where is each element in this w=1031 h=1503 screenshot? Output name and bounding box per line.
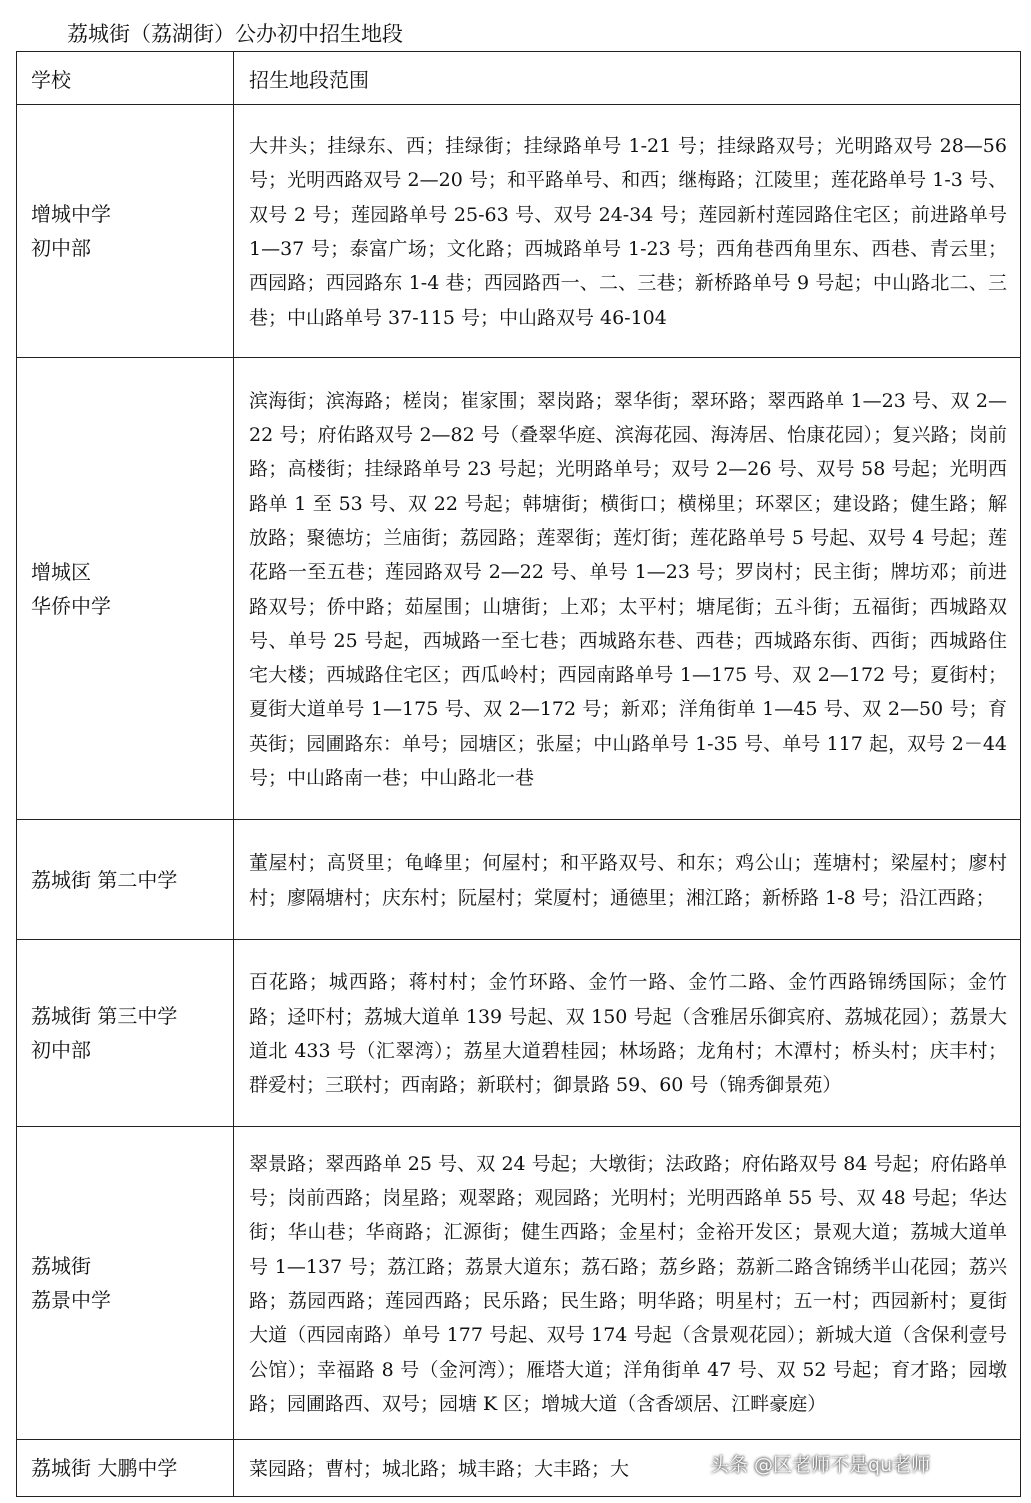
header-school: 学校: [17, 52, 234, 105]
school-name-line: 荔城街 第二中学: [31, 867, 178, 892]
range-cell: 菜园路；曹村；城北路；城丰路；大丰路；大: [234, 1440, 1021, 1497]
table-row: [17, 105, 1021, 358]
school-cell: [17, 105, 234, 358]
range-cell: 滨海街；滨海路；槎岗；崔家围；翠岗路；翠华街；翠环路；翠西路单 1—23 号、双 2—22 号；府佑路双号 2—82 号（叠翠华庭、滨海花园、海涛居、怡康花园）；复兴路；岗前路；高楼街；挂绿路单号 23 号起；光明路单号；双号 2—26 号、双号 58 号起；光明西路单 1 至 53 号、双 22 号起；韩塘街；横街口；横梯里；环翠区；建设路；健生路；解放路；聚德坊；兰庙街；荔园路；莲翠街；莲灯街；莲花路单号 5 号起、双号 4 号起；莲花路一至五巷；莲园路双号 2—22 号、单号 1—23 号；罗岗村；民主街；牌坊邓；前进路双号；侨中路；茹屋围；山塘街；上邓；太平村；塘尾街；五斗街；五福街；西城路双号、单号 25 号起，西城路一至七巷；西城路东巷、西巷；西城路东街、西街；西城路住宅大楼；西城路住宅区；西瓜岭村；西园南路单号 1—175 号、双 2—172 号；夏街村；夏街大道单号 1—175 号、双 2—172 号；新邓；洋角街单 1—45 号、双 2—50 号；育英街；园圃路东：单号；园塘区；张屋；中山路单号 1-35 号、单号 117 起，双号 2－44 号；中山路南一巷；中山路北一巷: [234, 358, 1021, 820]
school-cell: [17, 1127, 234, 1440]
school-name-line: 华侨中学: [31, 593, 111, 618]
school-name-line: 初中部: [31, 236, 91, 260]
document-title: 荔城街（荔湖街）公办初中招生地段: [67, 22, 403, 46]
school-name-line: 初中部: [31, 1038, 91, 1062]
school-name-line: 增城中学: [31, 202, 111, 226]
school-name-line: 荔景中学: [31, 1288, 111, 1312]
school-cell: [17, 1440, 234, 1497]
table-row: [17, 1127, 1021, 1440]
school-cell: [17, 358, 234, 820]
table-row: [17, 1440, 1021, 1497]
table-header-row: [17, 52, 1021, 105]
school-name-line: 增城区: [31, 559, 91, 584]
school-cell: [17, 820, 234, 940]
range-cell: 大井头；挂绿东、西；挂绿街；挂绿路单号 1-21 号；挂绿路双号；光明路双号 28—56 号；光明西路双号 2—20 号；和平路单号、和西；继梅路；江陵里；莲花路单号 1-3 号、双号 2 号；莲园路单号 25-63 号、双号 24-34 号；莲园新村莲园路住宅区；前进路单号 1—37 号；泰富广场；文化路；西城路单号 1-23 号；西角巷西角里东、西巷、青云里；西园路；西园路东 1-4 巷；西园路西一、二、三巷；新桥路单号 9 号起；中山路北二、三巷；中山路单号 37-115 号；中山路双号 46-104: [234, 105, 1021, 358]
table-row: [17, 820, 1021, 940]
school-name-line: 荔城街 大鹏中学: [31, 1456, 178, 1480]
range-cell: 百花路；城西路；蒋村村；金竹环路、金竹一路、金竹二路、金竹西路锦绣国际；金竹路；迳吓村；荔城大道单 139 号起、双 150 号起（含雅居乐御宾府、荔城花园）；荔景大道北 433 号（汇翠湾）；荔星大道碧桂园；林场路；龙角村；木潭村；桥头村；庆丰村；群爱村；三联村；西南路；新联村；御景路 59、60 号（锦秀御景苑）: [234, 940, 1021, 1127]
watermark: 头条 @区老师不是qu老师: [710, 1454, 931, 1476]
range-cell: 董屋村；高贤里；龟峰里；何屋村；和平路双号、和东；鸡公山；莲塘村；梁屋村；廖村村；廖隔塘村；庆东村；阮屋村；棠厦村；通德里；湘江路；新桥路 1-8 号；沿江西路；: [234, 820, 1021, 940]
school-cell: [17, 940, 234, 1127]
header-range: 招生地段范围: [234, 52, 1021, 105]
school-name-line: 荔城街: [31, 1254, 91, 1278]
enrollment-table: [16, 51, 1021, 1497]
table-row: [17, 940, 1021, 1127]
range-cell: 翠景路；翠西路单 25 号、双 24 号起；大墩街；法政路；府佑路双号 84 号起；府佑路单号；岗前西路；岗星路；观翠路；观园路；光明村；光明西路单 55 号、双 48 号起；华达街；华山巷；华商路；汇源街；健生西路；金星村；金裕开发区；景观大道；荔城大道单号 1—137 号；荔江路；荔景大道东；荔石路；荔乡路；荔新二路含锦绣半山花园；荔兴路；荔园西路；莲园西路；民乐路；民生路；明华路；明星村；五一村；西园新村；夏街大道（西园南路）单号 177 号起、双号 174 号起（含景观花园）；新城大道（含保利壹号公馆）；幸福路 8 号（金河湾）；雁塔大道；洋角街单 47 号、双 52 号起；育才路；园墩路；园圃路西、双号；园塘 K 区；增城大道（含香颂居、江畔豪庭）: [234, 1127, 1021, 1440]
table-row: [17, 358, 1021, 820]
school-name-line: 荔城街 第三中学: [31, 1004, 178, 1028]
